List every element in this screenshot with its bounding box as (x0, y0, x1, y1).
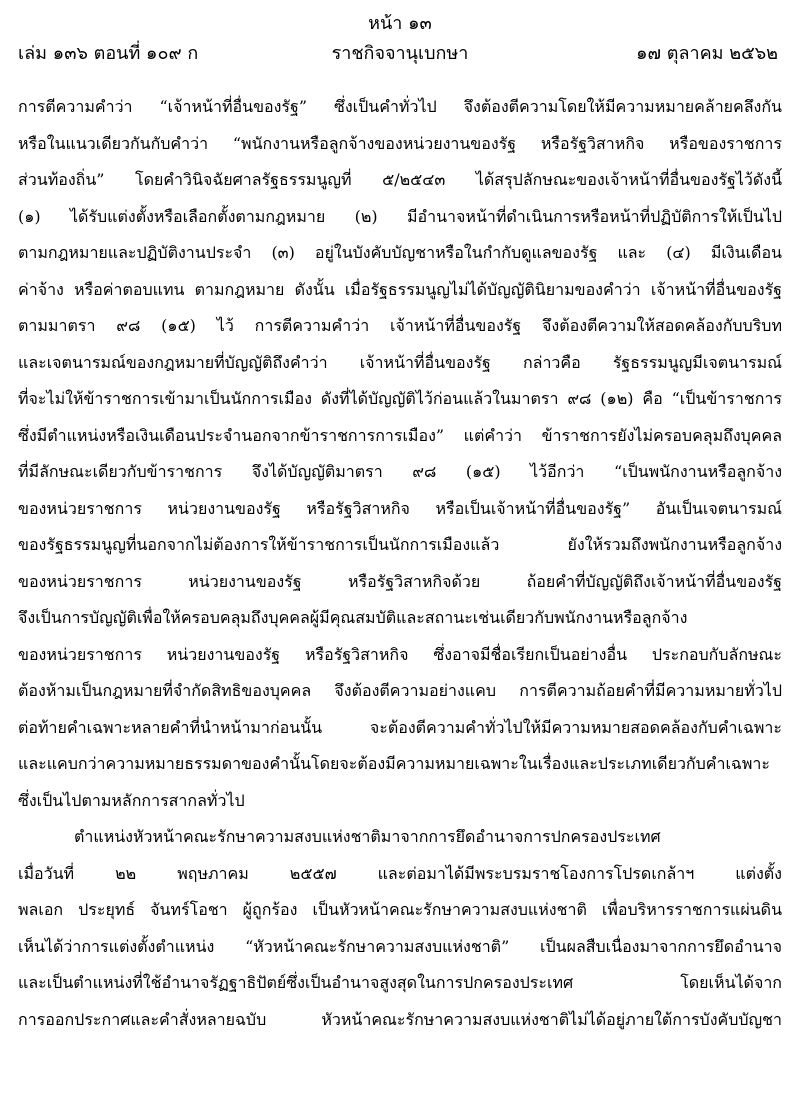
text-line: ตามมาตรา ๙๘ (๑๕) ไว้ การตีความคำว่า เจ้าหน้าที่อื่นของรัฐ จึงต้องตีความให้สอดคล้องกับบริบท (18, 316, 782, 335)
page-number: หน้า ๑๓ (368, 13, 432, 34)
publication-title: ราชกิจจานุเบกษา (331, 43, 469, 64)
paragraph-2 (18, 822, 782, 1041)
text-line: ซึ่งมีตำแหน่งหรือเงินเดือนประจำนอกจากข้าราชการการเมือง” แต่คำว่า ข้าราชการยังไม่ครอบคลุมถึงบุคคล (18, 425, 782, 445)
text-line: ของหน่วยราชการ หน่วยงานของรัฐ หรือรัฐวิสาหกิจด้วย ถ้อยคำที่บัญญัติถึงเจ้าหน้าที่อื่นของรัฐ (18, 571, 782, 591)
text-line: ที่จะไม่ให้ข้าราชการเข้ามาเป็นนักการเมือง ดังที่ได้บัญญัติไว้ก่อนแล้วในมาตรา ๙๘ (๑๒) คือ “เป็นข้าราชการ (18, 389, 782, 408)
text-line: ที่มีลักษณะเดียวกับข้าราชการ จึงได้บัญญัติมาตรา ๙๘ (๑๕) ไว้อีกว่า “เป็นพนักงานหรือลูกจ้าง (18, 462, 782, 481)
text-line: หรือในแนวเดียวกันกับคำว่า “พนักงานหรือลูกจ้างของหน่วยงานของรัฐ หรือรัฐวิสาหกิจ หรือของราชการ (18, 133, 782, 153)
document-body (18, 92, 782, 1041)
text-line: ตำแหน่งหัวหน้าคณะรักษาความสงบแห่งชาติมาจากการยึดอำนาจการปกครองประเทศ (74, 827, 661, 846)
text-line: เมื่อวันที่ ๒๒ พฤษภาคม ๒๕๕๗ และต่อมาได้มีพระบรมราชโองการโปรดเกล้าฯ แต่งตั้ง (18, 863, 782, 883)
text-line: พลเอก ประยุทธ์ จันทร์โอชา ผู้ถูกร้อง เป็นหัวหน้าคณะรักษาความสงบแห่งชาติ เพื่อบริหารราชการแผ่นดิน (18, 900, 782, 919)
text-line: ของรัฐธรรมนูญที่นอกจากไม่ต้องการให้ข้าราชการเป็นนักการเมืองแล้ว ยังให้รวมถึงพนักงานหรือลูกจ้าง (18, 535, 782, 554)
volume-issue: เล่ม ๑๓๖ ตอนที่ ๑๐๙ ก (18, 43, 199, 64)
paragraph-1 (18, 92, 782, 822)
text-line: และเจตนารมณ์ของกฎหมายที่บัญญัติถึงคำว่า เจ้าหน้าที่อื่นของรัฐ กล่าวคือ รัฐธรรมนูญมีเจตนารมณ์ (18, 352, 782, 372)
text-line: การตีความคำว่า “เจ้าหน้าที่อื่นของรัฐ” ซึ่งเป็นคำทั่วไป จึงต้องตีความโดยให้มีความหมายคล้ายคลึงกัน (18, 97, 782, 116)
text-line: ของหน่วยราชการ หน่วยงานของรัฐ หรือรัฐวิสาหกิจ หรือเป็นเจ้าหน้าที่อื่นของรัฐ” อันเป็นเจตนารมณ์ (18, 498, 782, 518)
text-line: การออกประกาศและคำสั่งหลายฉบับ หัวหน้าคณะรักษาความสงบแห่งชาติไม่ได้อยู่ภายใต้การบังคับบัญชา (18, 1009, 782, 1029)
publication-date: ๑๗ ตุลาคม ๒๕๖๒ (636, 43, 778, 64)
text-line: ของหน่วยราชการ หน่วยงานของรัฐ หรือรัฐวิสาหกิจ ซึ่งอาจมีชื่อเรียกเป็นอย่างอื่น ประกอบกับลักษณะ (18, 644, 782, 664)
text-line: ส่วนท้องถิ่น” โดยคำวินิจฉัยศาลรัฐธรรมนูญที่ ๕/๒๕๔๓ ได้สรุปลักษณะของเจ้าหน้าที่อื่นของรัฐไว้ดังนี้ (18, 170, 782, 189)
text-line: และเป็นตำแหน่งที่ใช้อำนาจรัฏฐาธิปัตย์ซึ่งเป็นอำนาจสูงสุดในการปกครองประเทศ โดยเห็นได้จาก (18, 973, 782, 992)
page-header (0, 0, 800, 70)
text-line: ต่อท้ายคำเฉพาะหลายคำที่นำหน้ามาก่อนนั้น จะต้องตีความคำทั่วไปให้มีความหมายสอดคล้องกับคำเฉพาะ (18, 717, 782, 737)
text-line: ซึ่งเป็นไปตามหลักการสากลทั่วไป (18, 790, 245, 810)
text-line: ต้องห้ามเป็นกฎหมายที่จำกัดสิทธิของบุคคล จึงต้องตีความอย่างแคบ การตีความถ้อยคำที่มีความหมายทั่วไป (18, 681, 782, 700)
text-line: ตามกฎหมายและปฏิบัติงานประจำ (๓) อยู่ในบังคับบัญชาหรือในกำกับดูแลของรัฐ และ (๔) มีเงินเดือน (18, 243, 782, 262)
text-line: และแคบกว่าความหมายธรรมดาของคำนั้นโดยจะต้องมีความหมายเฉพาะในเรื่องและประเภทเดียวกับคำเฉพาะ (18, 754, 770, 773)
text-line: จึงเป็นการบัญญัติเพื่อให้ครอบคลุมถึงบุคคลผู้มีคุณสมบัติและสถานะเช่นเดียวกับพนักงานหรือลูกจ้าง (18, 608, 688, 627)
text-line: ค่าจ้าง หรือค่าตอบแทน ตามกฎหมาย ดังนั้น เมื่อรัฐธรรมนูญไม่ได้บัญญัตินิยามของคำว่า เจ้าหน้าที่อื่นของรัฐ (18, 279, 782, 299)
text-line: เห็นได้ว่าการแต่งตั้งตำแหน่ง “หัวหน้าคณะรักษาความสงบแห่งชาติ” เป็นผลสืบเนื่องมาจากการยึดอำนาจ (18, 936, 782, 956)
text-line: (๑) ได้รับแต่งตั้งหรือเลือกตั้งตามกฎหมาย (๒) มีอำนาจหน้าที่ดำเนินการหรือหน้าที่ปฏิบัติการให้เป็นไป (18, 206, 782, 226)
